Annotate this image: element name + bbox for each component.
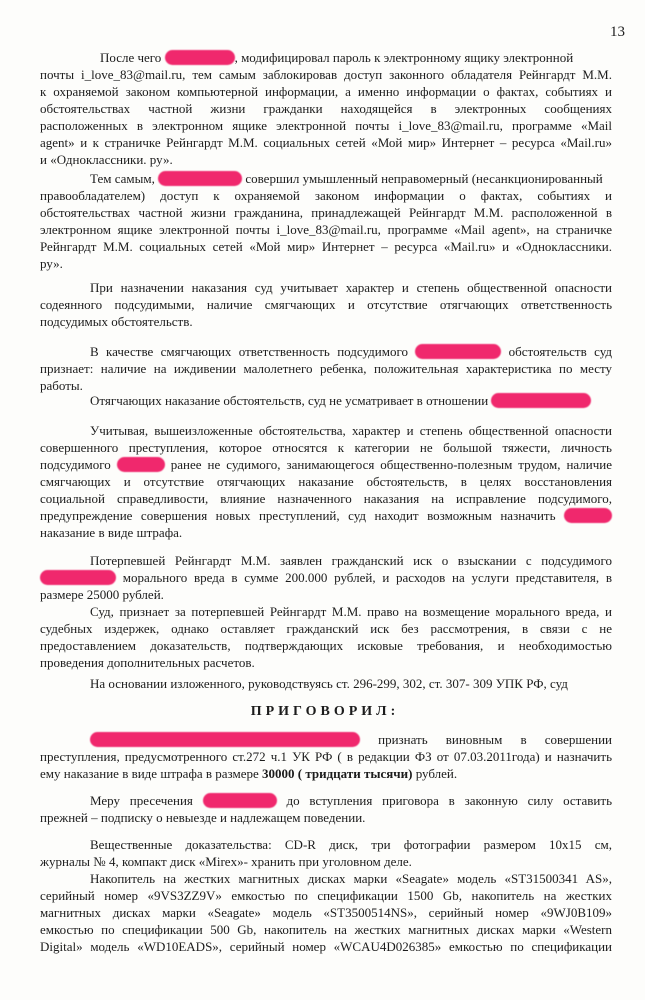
p6-line4: смягчающих и отсутствие отягчающих наказание обстоятельств, в целях восстановления	[40, 474, 612, 489]
p4-line3: работы.	[40, 378, 83, 393]
p1-line7: и «Одноклассники. ру».	[40, 152, 173, 167]
redaction-mark	[203, 793, 277, 808]
p11-line1-start: Меру пресечения	[90, 793, 193, 808]
p10-line1-text: признать виновным в совершении	[378, 732, 612, 747]
p6-line1: Учитывая, вышеизложенные обстоятельства, характер и степень общественной опасности	[90, 423, 612, 438]
redaction-mark	[491, 393, 591, 408]
p8-line3: предоставлением доказательств, подтверждающих исковые требования, и необходимостью	[40, 638, 612, 653]
redaction-mark	[564, 508, 612, 523]
p2-line1-start: Тем самым,	[90, 171, 155, 186]
p6-line6	[40, 507, 612, 524]
p6-line5: социальной справедливости, влияние назначенного наказания на исправление подсудимого,	[40, 491, 612, 506]
p11-line2: прежней – подписку о невыезде и надлежащем поведении.	[40, 810, 366, 825]
p2-line6: ру».	[40, 256, 63, 271]
p10-line3	[40, 765, 612, 782]
p6-line3-end: ранее не судимого, занимающегося общественно-полезным трудом, наличие	[170, 457, 613, 472]
p10-line3-start: ему наказание в виде штрафа в размере	[40, 766, 259, 781]
p1-line1-end: , модифицировал пароль к электронному ящику электронной	[234, 50, 574, 65]
p10-line1	[90, 731, 612, 748]
p2-line4: электронном ящике электронной почты i_love_83@mail.ru, программе «Mail agent», на страничке	[40, 222, 612, 237]
page-number: 13	[610, 24, 625, 40]
p1-line1-start: После чего	[100, 50, 162, 65]
p6-line3-start: подсудимого	[40, 457, 111, 472]
p7-line2	[40, 569, 612, 586]
verdict-heading: ПРИГОВОРИЛ:	[250, 704, 400, 719]
redaction-mark	[165, 50, 235, 65]
redaction-mark	[90, 732, 360, 747]
p12-line3: Накопитель на жестких магнитных дисках марки «Seagate» модель «ST31500341 AS»,	[90, 871, 612, 886]
p1-line3: к охраняемой законом компьютерной информации, а именно информации о фактах, событиях и	[40, 84, 612, 99]
p2-line5: Рейнгардт М.М. социальных сетей «Мой мир» Интернет – ресурса «Mail.ru» и «Одноклассники.	[40, 239, 612, 254]
redaction-mark	[117, 457, 165, 472]
p7-line2-text: морального вреда в сумме 200.000 рублей, и расходов на услуги представителя, в	[122, 570, 612, 585]
p1-line4: обстоятельствах частной жизни гражданки находящейся в электронных сообщениях	[40, 101, 612, 116]
p7-line1: Потерпевшей Рейнгардт М.М. заявлен гражданский иск о взыскании с подсудимого	[90, 553, 612, 568]
p1-line5: расположенных в электронном ящике электронной почты i_love_83@mail.ru, программе «Mail	[40, 118, 612, 133]
redaction-mark	[415, 344, 501, 359]
p1-line1	[100, 49, 612, 66]
p7-line3: размере 25000 рублей.	[40, 587, 164, 602]
p12-line2: журналы № 4, компакт диск «Mirex»- хранить при уголовном деле.	[40, 854, 412, 869]
p8-line1: Суд, признает за потерпевшей Рейнгардт М.М. право на возмещение морального вреда, и	[90, 604, 612, 619]
p2-line2: правообладателем) доступ к охраняемой законом информации о фактах, событиях и	[40, 188, 612, 203]
p12-line7: Digital» модель «WD10EADS», серийный номер «WCAU4D026385» емкостью по спецификации	[40, 939, 612, 954]
p12-line4: серийный номер «9VS3ZZ9V» емкостью по спецификации 1500 Gb, накопитель на жестких	[40, 888, 612, 903]
p4-line1	[90, 343, 612, 360]
p6-line6-text: предупреждение совершения новых преступлений, суд находит возможным назначить	[40, 508, 556, 523]
p6-line2: совершенного преступления, которое относятся к категории не большой тяжести, личность	[40, 440, 612, 455]
p12-line6: емкостью по спецификации 500 Gb, накопитель на жестких магнитных дисках марки «Western	[40, 922, 612, 937]
p4-line1-start: В качестве смягчающих ответственность подсудимого	[90, 344, 408, 359]
p4-line1-end: обстоятельств суд	[508, 344, 612, 359]
p3-line3: подсудимых обстоятельств.	[40, 314, 193, 329]
p11-line1	[90, 792, 612, 809]
p4-line2: признает: наличие на иждивении малолетнего ребенка, положительная характеристика по месту	[40, 361, 612, 376]
p2-line3: обстоятельствах частной жизни гражданина, принадлежащей Рейнгардт М.М. расположенной в	[40, 205, 612, 220]
redaction-mark	[40, 570, 116, 585]
p2-line1-end: совершил умышленный неправомерный (несанкционированный	[245, 171, 603, 186]
p5-line1-text: Отягчающих наказание обстоятельств, суд не усматривает в отношении	[90, 393, 489, 408]
p11-line1-end: до вступления приговора в законную силу оставить	[286, 793, 612, 808]
p3-line1: При назначении наказания суд учитывает характер и степень общественной опасности	[90, 280, 612, 295]
p2-line1	[90, 170, 612, 187]
p8-line2: судебных издержек, однако оставляет гражданский иск без рассмотрения, в связи с не	[40, 621, 612, 636]
p6-line7: наказание в виде штрафа.	[40, 525, 183, 540]
p1-line6: agent» и к страничке Рейнгардт М.М. социальных сетей «Мой мир» Интернет – ресурса «Mail.ru»	[40, 135, 612, 150]
p12-line1: Вещественные доказательства: CD-R диск, три фотографии размером 10х15 см,	[90, 837, 612, 852]
p10-line3-end: рублей.	[415, 766, 458, 781]
redaction-mark	[158, 171, 242, 186]
p6-line3	[40, 456, 612, 473]
p9-line1: На основании изложенного, руководствуясь ст. 296-299, 302, ст. 307- 309 УПК РФ, суд	[90, 676, 568, 691]
p10-line2: преступления, предусмотренного ст.272 ч.1 УК РФ ( в редакции ФЗ от 07.03.2011года) и назначить	[40, 749, 612, 764]
p8-line4: проведения дополнительных расчетов.	[40, 655, 255, 670]
p12-line5: магнитных дисках марки «Seagate» модель «ST3500514NS», серийный номер «9WJ0B109»	[40, 905, 612, 920]
p5-line1	[90, 392, 612, 409]
p1-line2: почты i_love_83@mail.ru, тем самым заблокировав доступ законного обладателя Рейнгардт М.М.	[40, 67, 612, 82]
fine-amount: 30000 ( тридцати тысячи)	[262, 766, 413, 781]
p3-line2: содеянного подсудимыми, наличие смягчающих и отсутствие отягчающих ответственность	[40, 297, 612, 312]
